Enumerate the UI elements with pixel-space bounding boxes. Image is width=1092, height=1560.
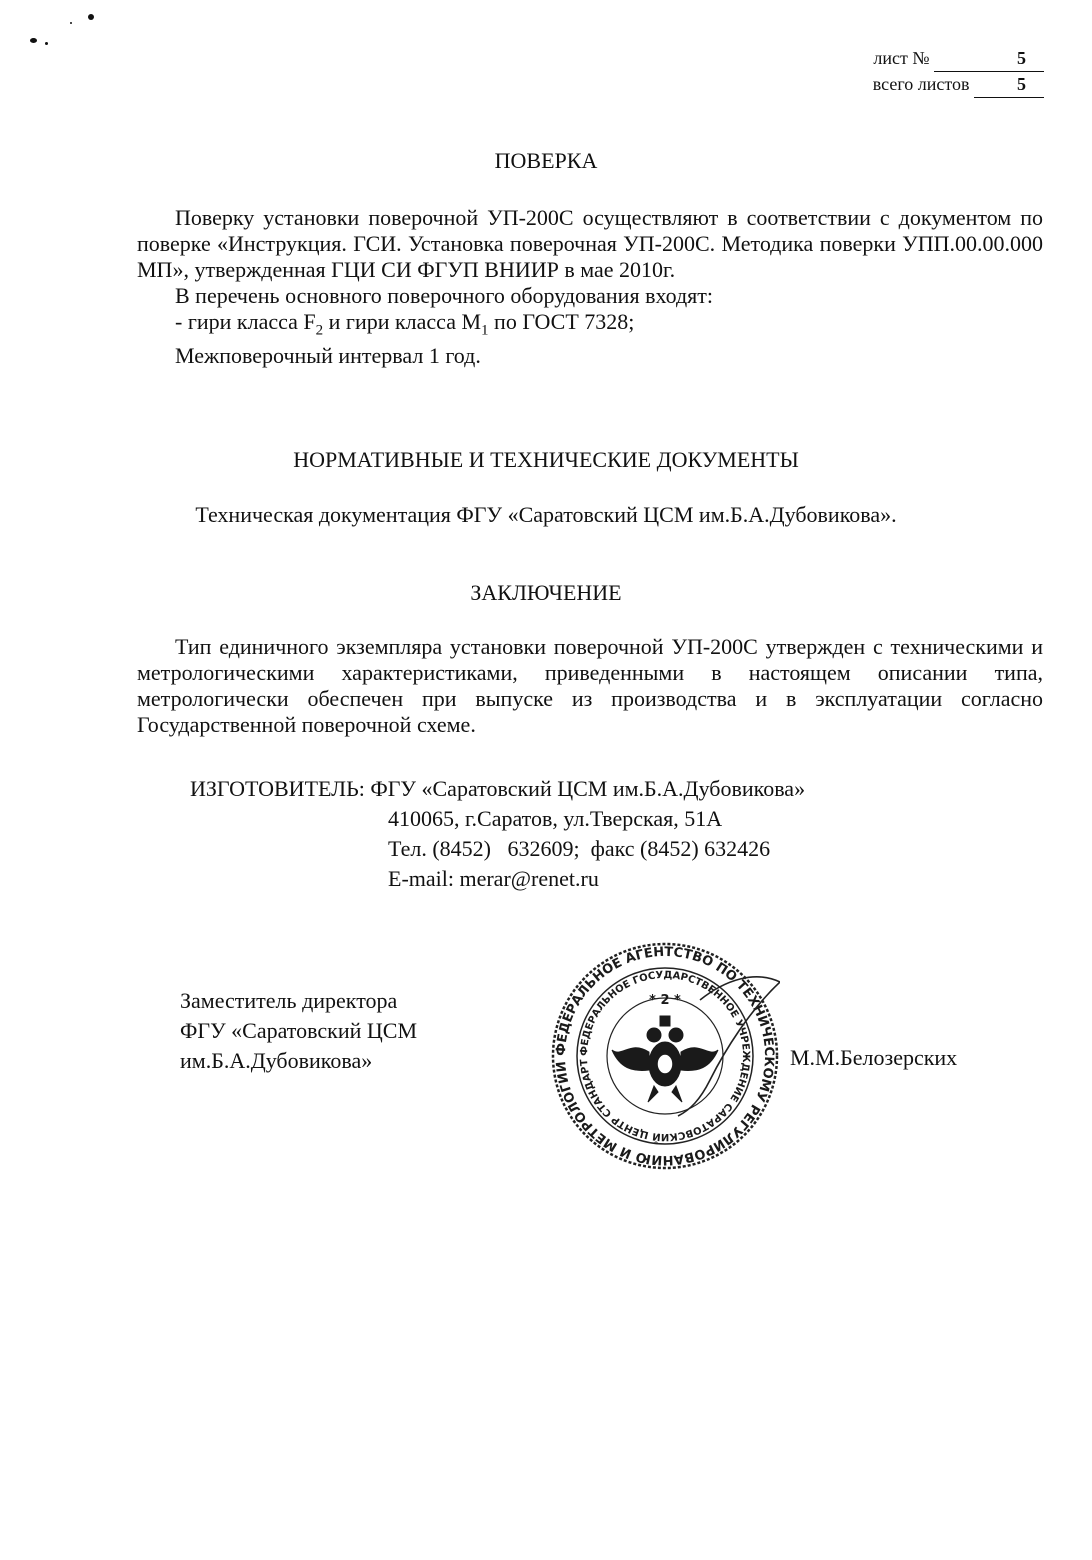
seal-graphic	[550, 940, 780, 1172]
signer-position-line: Заместитель директора	[180, 988, 398, 1013]
seal-eagle-emblem	[612, 1016, 718, 1102]
total-sheets-value: 5	[974, 72, 1044, 98]
verification-section	[137, 205, 1043, 369]
scan-speck	[30, 38, 37, 43]
scan-speck	[45, 42, 48, 45]
verification-paragraph: Поверку установки поверочной УП-200С осуществляют в соответствии с документом по поверке «Инструкция. ГСИ. Установка поверочная УП-200С. Методика поверки УПП.00.00.000 МП», утвержденная ГЦИ СИ ФГУП ВНИИР в мае 2010г.	[137, 205, 1043, 282]
equipment-item-subscript: 2	[315, 322, 324, 339]
sheet-number-value: 5	[934, 46, 1044, 72]
equipment-item-part: и гири класса M	[323, 309, 482, 334]
equipment-item-part: по ГОСТ 7328;	[488, 309, 635, 334]
conclusion-heading: ЗАКЛЮЧЕНИЕ	[470, 580, 622, 605]
manufacturer-address: 410065, г.Саратов, ул.Тверская, 51А	[388, 806, 723, 831]
signer-position-line: ФГУ «Саратовский ЦСМ	[180, 1018, 418, 1043]
sheet-number-label: лист №	[873, 48, 930, 68]
scan-speck	[70, 22, 72, 24]
equipment-intro: В перечень основного поверочного оборудования входят:	[175, 283, 714, 308]
manufacturer-email: E-mail: merar@renet.ru	[388, 866, 599, 891]
manufacturer-name: ФГУ «Саратовский ЦСМ им.Б.А.Дубовикова»	[370, 776, 806, 801]
manufacturer-phone: Тел. (8452) 632609; факс (8452) 632426	[388, 836, 771, 861]
total-sheets-row	[873, 72, 1044, 98]
manufacturer-label: ИЗГОТОВИТЕЛЬ:	[190, 776, 365, 801]
official-seal	[550, 940, 780, 1172]
manufacturer-row	[190, 774, 805, 804]
manufacturer-block	[190, 774, 805, 894]
seal-inner-text: ФЕДЕРАЛЬНОЕ ГОСУДАРСТВЕННОЕ УЧРЕЖДЕНИЕ САРАТОВСКИЙ ЦЕНТР СТАНДАРТ	[578, 969, 752, 1143]
normative-text: Техническая документация ФГУ «Саратовский ЦСМ им.Б.А.Дубовикова».	[195, 502, 897, 527]
seal-mark: * 2 *	[649, 993, 681, 1008]
signer-position	[180, 986, 417, 1076]
sheet-number-row	[873, 46, 1044, 72]
signer-position-line: им.Б.А.Дубовикова»	[180, 1048, 373, 1073]
total-sheets-label: всего листов	[872, 74, 970, 94]
conclusion-section	[137, 634, 1043, 738]
sheet-info	[873, 46, 1044, 98]
seal-outer-text: ФЕДЕРАЛЬНОЕ АГЕНТСТВО ПО ТЕХНИЧЕСКОМУ РЕГУЛИРОВАНИЮ И МЕТРОЛОГИИ	[553, 944, 777, 1168]
verification-heading: ПОВЕРКА	[494, 148, 598, 173]
equipment-item	[137, 309, 1043, 343]
normative-heading: НОРМАТИВНЫЕ И ТЕХНИЧЕСКИЕ ДОКУМЕНТЫ	[293, 447, 799, 472]
signer-name: М.М.Белозерских	[790, 1045, 958, 1070]
conclusion-paragraph: Тип единичного экземпляра установки поверочной УП-200С утвержден с техническими и метрологическими характеристиками, приведенными в настоящем описании типа, метрологически обеспечен при выпуске из производства и в эксплуатации согласно Государственной поверочной схеме.	[137, 634, 1043, 737]
scan-speck	[88, 14, 94, 20]
equipment-item-subscript: 1	[481, 322, 489, 339]
equipment-item-part: - гири класса F	[175, 309, 316, 334]
verification-interval: Межповерочный интервал 1 год.	[175, 343, 481, 369]
